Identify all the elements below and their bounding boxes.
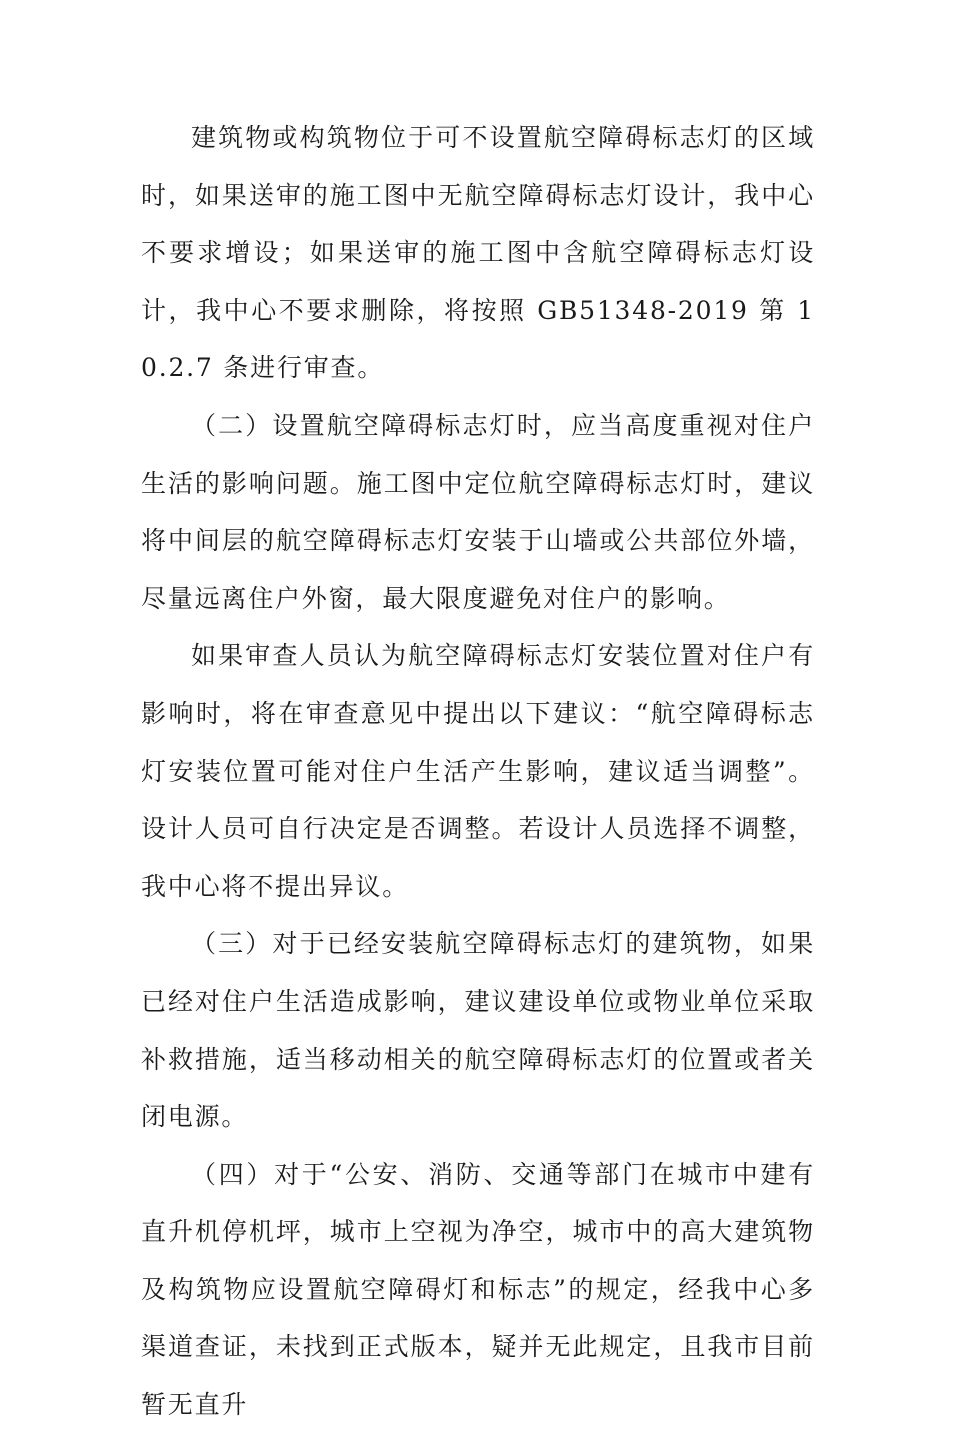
paragraph-1: 建筑物或构筑物位于可不设置航空障碍标志灯的区域时，如果送审的施工图中无航空障碍标志灯设计，我中心不要求增设；如果送审的施工图中含航空障碍标志灯设计，我中心不要求删除，将按照 GB51348-2019 第 10.2.7 条进行审查。 bbox=[141, 123, 815, 383]
paragraph-2: （二）设置航空障碍标志灯时，应当高度重视对住户生活的影响问题。施工图中定位航空障碍标志灯时，建议将中间层的航空障碍标志灯安装于山墙或公共部位外墙，尽量远离住户外窗，最大限度避免对住户的影响。 bbox=[141, 410, 815, 613]
paragraph-5: （四）对于“公安、消防、交通等部门在城市中建有直升机停机坪，城市上空视为净空，城市中的高大建筑物及构筑物应设置航空障碍灯和标志”的规定，经我中心多渠道查证，未找到正式版本，疑并无此规定，且我市目前暂无直升 bbox=[141, 1159, 815, 1420]
paragraph-4: （三）对于已经安装航空障碍标志灯的建筑物，如果已经对住户生活造成影响，建议建设单位或物业单位采取补救措施，适当移动相关的航空障碍标志灯的位置或者关闭电源。 bbox=[141, 929, 815, 1132]
paragraph-3: 如果审查人员认为航空障碍标志灯安装位置对住户有影响时，将在审查意见中提出以下建议：“航空障碍标志灯安装位置可能对住户生活产生影响，建议适当调整”。设计人员可自行决定是否调整。若设计人员选择不调整，我中心将不提出异议。 bbox=[141, 641, 815, 901]
body-text bbox=[141, 109, 815, 1434]
